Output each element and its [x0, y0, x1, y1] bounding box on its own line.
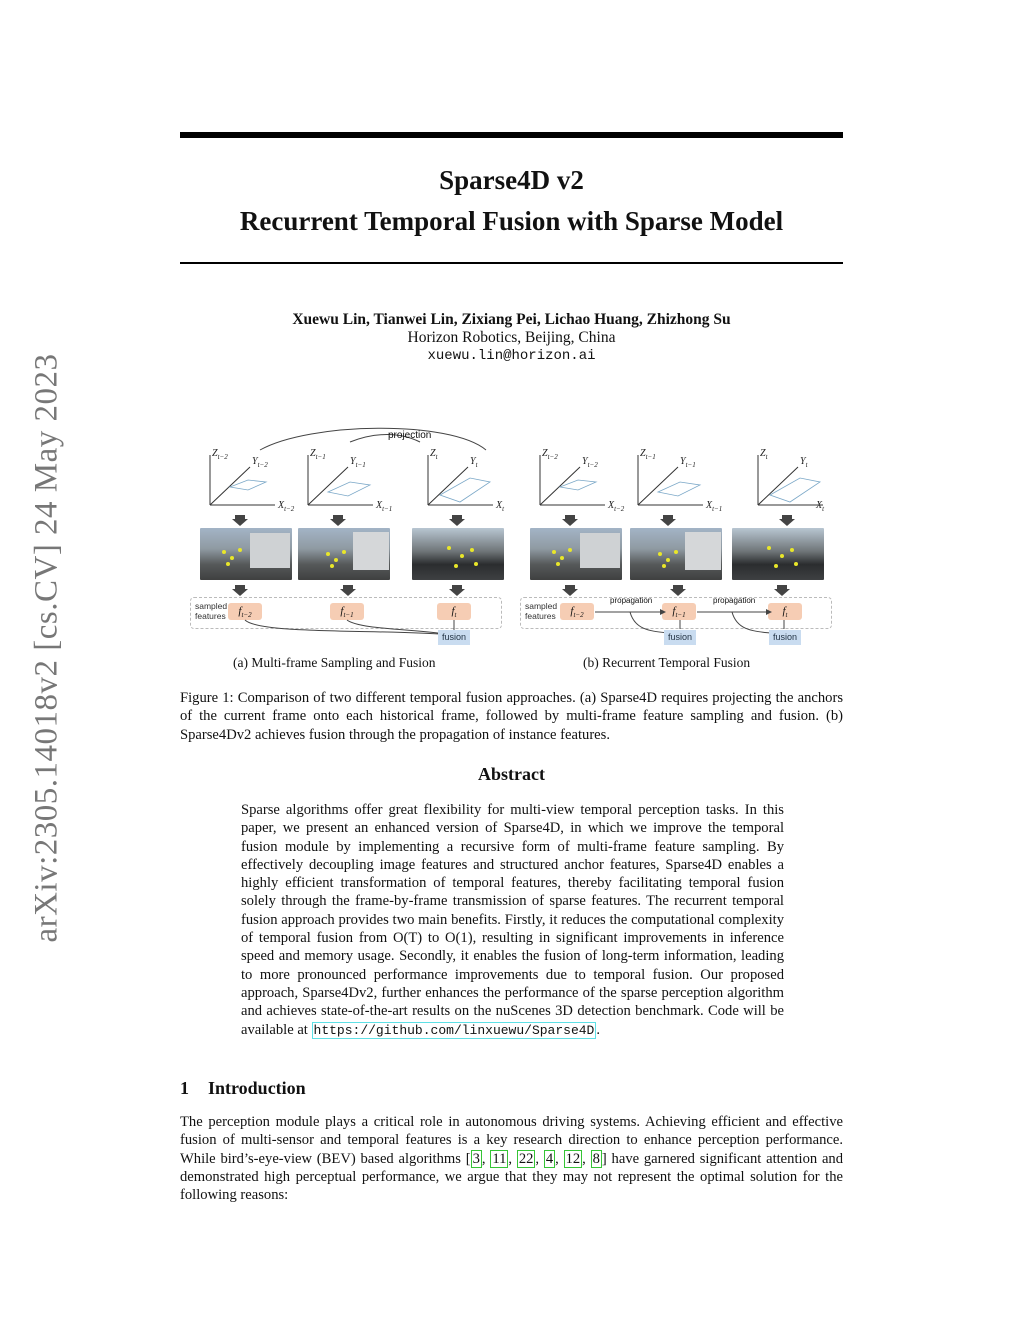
fusion-box: fusion — [438, 630, 470, 645]
propagation-label-1: propagation — [610, 596, 653, 605]
sampled-label: sampled features — [525, 601, 558, 621]
feature-box-t2: $f_{t-2}$ — [560, 603, 594, 620]
propagation-label-2: propagation — [713, 596, 756, 605]
axis-label: $Y_{t-1}$ — [680, 456, 696, 469]
citation-link[interactable]: 12 — [565, 1150, 581, 1167]
arxiv-identifier: arXiv:2305.14018v2 [cs.CV] 24 May 2023 — [28, 352, 65, 943]
figure-caption: Figure 1: Comparison of two different temporal fusion approaches. (a) Sparse4D requires projecting the anchors of the current frame onto each historical frame, followed by multi-frame feature sampling and fusion. (b) Sparse4Dv2 achieves fusion through the propagation of instance features. — [180, 690, 843, 743]
feature-box-t: $f_t$ — [437, 603, 471, 620]
author-email[interactable]: xuewu.lin@horizon.ai — [427, 348, 596, 364]
camera-image-t2 — [530, 528, 622, 580]
panel-b — [520, 420, 830, 655]
axis-label: $X_t$ — [496, 500, 505, 513]
camera-image-t2 — [200, 528, 292, 580]
paper-title-line2: Recurrent Temporal Fusion with Sparse Model — [239, 206, 784, 236]
panel-a — [190, 420, 505, 655]
title-rule-bottom — [180, 262, 843, 264]
abstract-body: Sparse algorithms offer great flexibility for multi-view temporal perception tasks. In this paper, we present an enhanced version of Sparse4D, in which we improve the temporal fusion module by implementing a recursive form of multi-frame feature sampling. By effectively decoupling image features and structured anchor features, Sparse4D enables a highly efficient transformation of temporal features, thereby facilitating temporal fusion solely through the frame-by-frame transmission of sparse features. The recurrent temporal fusion approach provides two main benefits. Firstly, it reduces the computational complexity of temporal fusion from O(T) to O(1), resulting in significant improvements in inference speed and memory usage. Secondly, it enables the fusion of long-term information, leading to more pronounced performance improvements due to temporal fusion. Our proposed approach, Sparse4Dv2, further enhances the performance of the sparse perception algorithm and achieves state-of-the-art results on the nuScenes 3D detection benchmark. Code will be available at https://github.com/linxuewu/Sparse4D . — [241, 802, 784, 1038]
feature-box-t2: $f_{t-2}$ — [228, 603, 262, 620]
citation-link[interactable]: 22 — [518, 1150, 534, 1167]
axis-label: $Y_t$ — [470, 456, 478, 469]
citation-link[interactable]: 11 — [492, 1150, 507, 1167]
axis-label: $Y_{t-1}$ — [350, 456, 366, 469]
citation-link[interactable]: 4 — [545, 1150, 554, 1167]
axis-label: $X_{t-1}$ — [376, 500, 393, 513]
feature-box-t1: $f_{t-1}$ — [330, 603, 364, 620]
subcaption-b: (b) Recurrent Temporal Fusion — [583, 655, 751, 670]
projection-label: projection — [388, 430, 432, 441]
fusion-box: fusion — [664, 630, 696, 645]
abstract-heading: Abstract — [478, 764, 545, 784]
camera-image-t1 — [298, 528, 390, 580]
feature-box-t1: $f_{t-1}$ — [662, 603, 696, 620]
sampled-label: sampled features — [195, 601, 228, 621]
intro-paragraph: The perception module plays a critical role in autonomous driving systems. Achieving efficient and effective fusion of multi-sensor and temporal features is a key research direction to enhance perception performance. While bird’s-eye-view (BEV) based algorithms [ 3 , 11 , 22 , 4 , 12 , 8 ] have garnered significant attention and demonstrated high perceptual performance, we argue that they may not represent the optimal solution for the following reasons: — [180, 1114, 844, 1204]
axis-label: $Z_{t-2}$ — [212, 448, 228, 461]
camera-image-t — [732, 528, 824, 580]
axis-label: $X_{t-2}$ — [278, 500, 295, 513]
panel-b-diagram — [520, 420, 830, 520]
author-list: Xuewu Lin, Tianwei Lin, Zixiang Pei, Lichao Huang, Zhizhong Su — [292, 311, 731, 328]
paper-title-line1: Sparse4D v2 — [439, 165, 584, 195]
subcaption-a: (a) Multi-frame Sampling and Fusion — [233, 655, 436, 670]
panel-a-diagram — [190, 420, 500, 520]
axis-label: $Z_{t-1}$ — [310, 448, 326, 461]
axis-label: $Z_t$ — [430, 448, 438, 461]
axis-label: $X_{t-1}$ — [706, 500, 723, 513]
citation-link[interactable]: 8 — [592, 1150, 600, 1167]
axis-label: $Z_{t-2}$ — [542, 448, 558, 461]
feature-box-t: $f_t$ — [768, 603, 802, 620]
axis-label: $Z_{t-1}$ — [640, 448, 656, 461]
arxiv-sidebar — [30, 345, 64, 950]
figure-1 — [180, 420, 843, 670]
axis-label: $X_t$ — [816, 500, 825, 513]
axis-label: $Z_t$ — [760, 448, 768, 461]
axis-label: $Y_{t-2}$ — [252, 456, 268, 469]
axis-label: $Y_t$ — [800, 456, 808, 469]
citation-link[interactable]: 3 — [472, 1150, 480, 1167]
affiliation: Horizon Robotics, Beijing, China — [407, 329, 616, 346]
axis-label: $Y_{t-2}$ — [582, 456, 598, 469]
axis-label: $X_{t-2}$ — [608, 500, 625, 513]
title-rule-top — [180, 132, 843, 138]
camera-image-t1 — [630, 528, 722, 580]
camera-image-t — [412, 528, 504, 580]
code-link[interactable]: https://github.com/linxuewu/Sparse4D — [313, 1022, 595, 1038]
section-heading: 1 Introduction — [180, 1078, 306, 1098]
fusion-box: fusion — [769, 630, 801, 645]
